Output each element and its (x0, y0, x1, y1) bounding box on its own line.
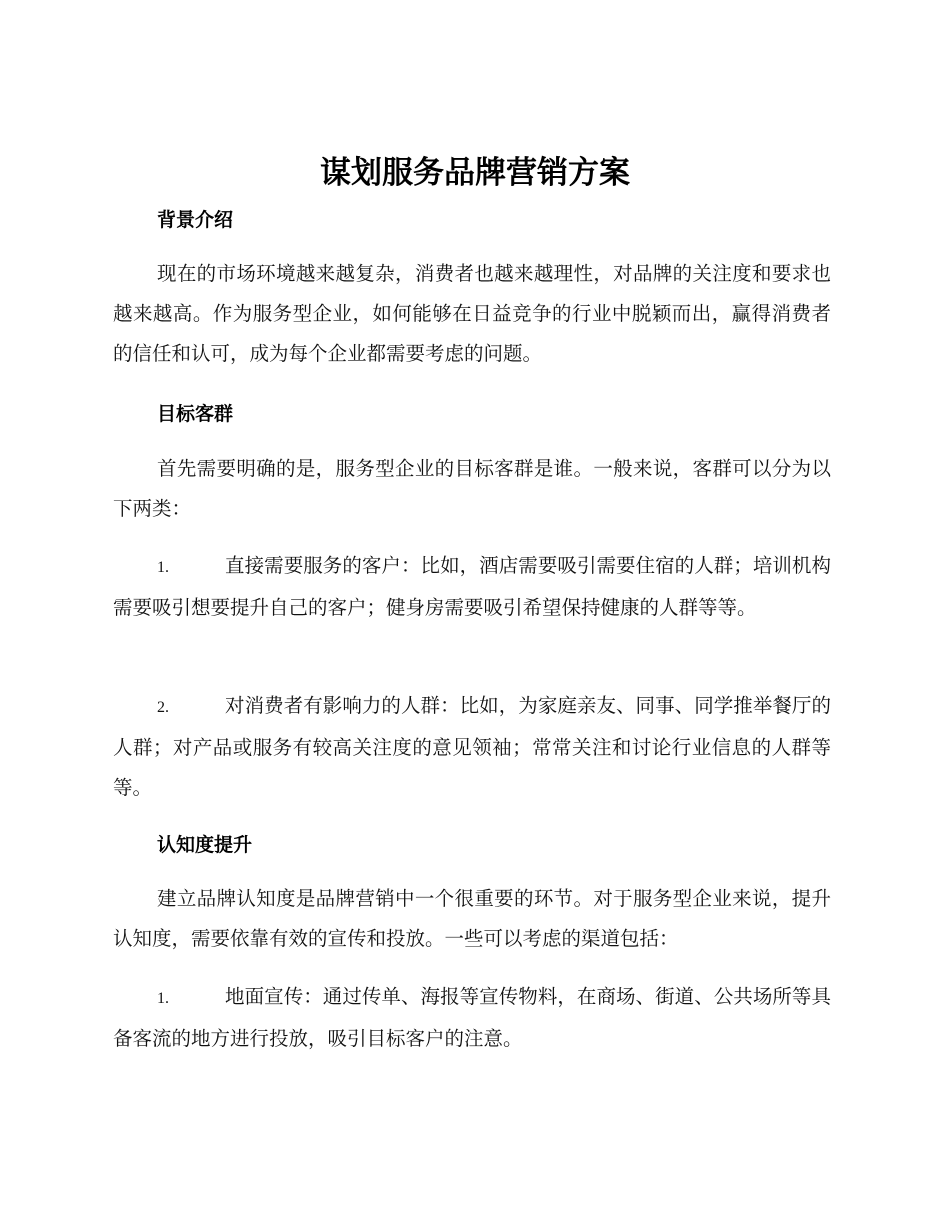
list-item-number: 1. (157, 990, 169, 1007)
list-item-number: 2. (157, 699, 169, 716)
list-item-text: 地面宣传：通过传单、海报等宣传物料，在商场、街道、公共场所等具备客流的地方进行投放，吸引目标客户的注意。 (113, 985, 831, 1050)
section-paragraph-background: 现在的市场环境越来越复杂，消费者也越来越理性，对品牌的关注度和要求也越来越高。作为服务型企业，如何能够在日益竞争的行业中脱颖而出，赢得消费者的信任和认可，成为每个企业都需要考虑的问题。 (113, 262, 831, 365)
section-heading-awareness: 认知度提升 (157, 834, 253, 856)
section-heading-background: 背景介绍 (157, 209, 234, 231)
list-item (113, 686, 831, 808)
list-item-number: 1. (157, 559, 169, 576)
list-item (113, 546, 831, 628)
section-paragraph-target-customers: 首先需要明确的是，服务型企业的目标客群是谁。一般来说，客群可以分为以下两类： (113, 457, 831, 520)
list-item-text: 对消费者有影响力的人群：比如，为家庭亲友、同事、同学推举餐厅的人群；对产品或服务有较高关注度的意见领袖；常常关注和讨论行业信息的人群等等。 (113, 694, 831, 799)
list-item (113, 977, 831, 1059)
section-heading-target-customers: 目标客群 (157, 403, 234, 425)
section-paragraph-awareness: 建立品牌认知度是品牌营销中一个很重要的环节。对于服务型企业来说，提升认知度，需要依靠有效的宣传和投放。一些可以考虑的渠道包括： (113, 887, 831, 950)
document-title: 谋划服务品牌营销方案 (320, 155, 630, 191)
list-item-text: 直接需要服务的客户：比如，酒店需要吸引需要住宿的人群；培训机构需要吸引想要提升自己的客户；健身房需要吸引希望保持健康的人群等等。 (113, 554, 831, 619)
